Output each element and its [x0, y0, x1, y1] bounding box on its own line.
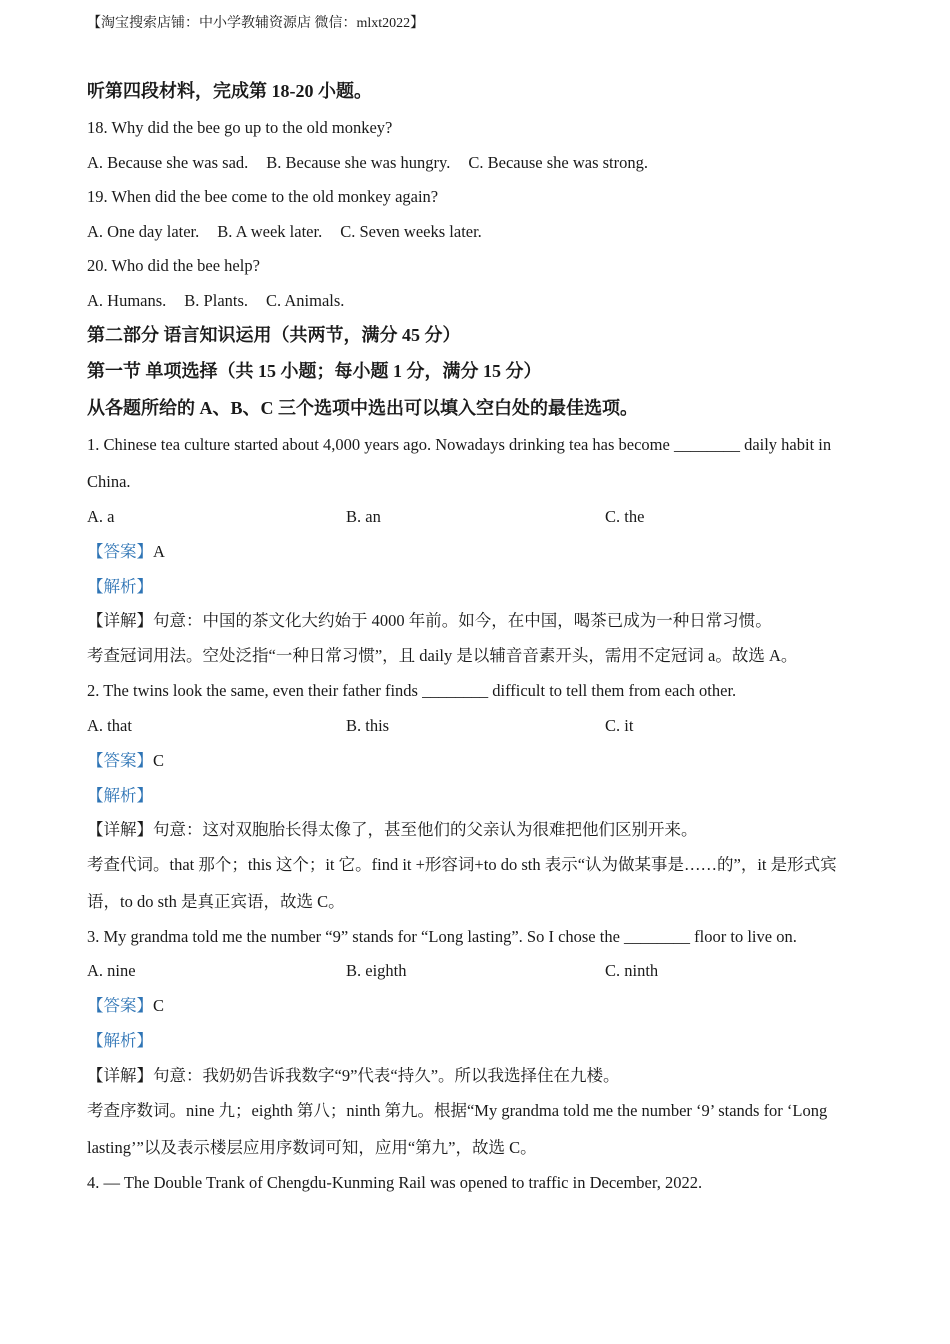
section-title: 第一节 单项选择（共 15 小题；每小题 1 分，满分 15 分）: [87, 361, 542, 381]
detail-text: 句意：中国的茶文化大约始于 4000 年前。如今，在中国，喝茶已成为一种日常习惯。: [153, 611, 772, 630]
question-18: 18. Why did the bee go up to the old monkey?: [87, 118, 393, 137]
item-2-analysis-label: 【解析】: [87, 786, 153, 805]
option-a: A. One day later.: [87, 222, 200, 241]
part2-title: 第二部分 语言知识运用（共两节，满分 45 分）: [87, 325, 461, 345]
option-b: B. Plants.: [184, 291, 249, 310]
answer-value: C: [153, 751, 165, 770]
item-1-answer: [87, 541, 165, 563]
item-1-analysis-label: 【解析】: [87, 577, 153, 596]
option-a: A. Because she was sad.: [87, 153, 249, 172]
option-b: B. A week later.: [217, 222, 323, 241]
item-2-question: 2. The twins look the same, even their father finds ________ difficult to tell them from each other.: [87, 681, 737, 700]
item-3-answer: [87, 995, 164, 1017]
question-19: 19. When did the bee come to the old monkey again?: [87, 187, 439, 206]
item-3-explanation: 考查序数词。nine 九；eighth 第八；ninth 第九。根据“My grandma told me the number ‘9’ stands for ‘Long: [87, 1101, 828, 1120]
item-2-detail: [87, 819, 698, 841]
detail-text: 句意：这对双胞胎长得太像了，甚至他们的父亲认为很难把他们区别开来。: [153, 820, 698, 839]
item-3-analysis-label: 【解析】: [87, 1031, 153, 1050]
answer-label: 【答案】: [87, 996, 153, 1015]
question-18-options: [87, 152, 648, 174]
item-2-option-c: C. it: [605, 716, 634, 735]
question-19-options: [87, 221, 482, 243]
item-1-option-a: A. a: [87, 507, 115, 526]
question-20: 20. Who did the bee help?: [87, 256, 260, 275]
item-1-option-b: B. an: [346, 507, 381, 526]
option-c: C. Seven weeks later.: [340, 222, 482, 241]
page-header: 【淘宝搜索店铺：中小学教辅资源店 微信：mlxt2022】: [87, 16, 425, 31]
answer-value: A: [153, 542, 165, 561]
item-2-answer: [87, 750, 164, 772]
item-4-question: 4. — The Double Trank of Chengdu-Kunming Rail was opened to traffic in December, 2022.: [87, 1173, 703, 1192]
answer-value: C: [153, 996, 165, 1015]
item-1-explanation: 考查冠词用法。空处泛指“一种日常习惯”，且 daily 是以辅音音素开头，需用不定冠词 a。故选 A。: [87, 646, 798, 665]
item-3-detail: [87, 1065, 620, 1087]
question-20-options: [87, 290, 344, 312]
item-3-explanation-cont: lasting’”以及表示楼层应用序数词可知，应用“第九”，故选 C。: [87, 1138, 537, 1157]
detail-label: 【详解】: [87, 1066, 153, 1085]
detail-label: 【详解】: [87, 611, 153, 630]
item-2-option-a: A. that: [87, 716, 132, 735]
item-1-question: 1. Chinese tea culture started about 4,000 years ago. Nowadays drinking tea has become ________ daily habit in: [87, 435, 832, 454]
option-a: A. Humans.: [87, 291, 167, 310]
item-2-option-b: B. this: [346, 716, 390, 735]
item-1-question-cont: China.: [87, 472, 131, 491]
item-2-explanation-cont: 语，to do sth 是真正宾语，故选 C。: [87, 892, 345, 911]
item-1-detail: [87, 610, 772, 632]
option-b: B. Because she was hungry.: [266, 153, 451, 172]
option-c: C. Animals.: [266, 291, 345, 310]
option-c: C. Because she was strong.: [468, 153, 648, 172]
section-instruction: 从各题所给的 A、B、C 三个选项中选出可以填入空白处的最佳选项。: [87, 398, 639, 418]
item-3-question: 3. My grandma told me the number “9” stands for “Long lasting”. So I chose the ________ floor to live on.: [87, 927, 797, 946]
item-3-option-b: B. eighth: [346, 961, 407, 980]
detail-text: 句意：我奶奶告诉我数字“9”代表“持久”。所以我选择住在九楼。: [153, 1066, 620, 1085]
item-1-option-c: C. the: [605, 507, 645, 526]
item-2-explanation: 考查代词。that 那个；this 这个；it 它。find it +形容词+to do sth 表示“认为做某事是……的”，it 是形式宾: [87, 855, 837, 874]
item-3-option-a: A. nine: [87, 961, 136, 980]
answer-label: 【答案】: [87, 751, 153, 770]
answer-label: 【答案】: [87, 542, 153, 561]
detail-label: 【详解】: [87, 820, 153, 839]
item-3-option-c: C. ninth: [605, 961, 659, 980]
listening-instruction: 听第四段材料，完成第 18-20 小题。: [87, 81, 372, 101]
